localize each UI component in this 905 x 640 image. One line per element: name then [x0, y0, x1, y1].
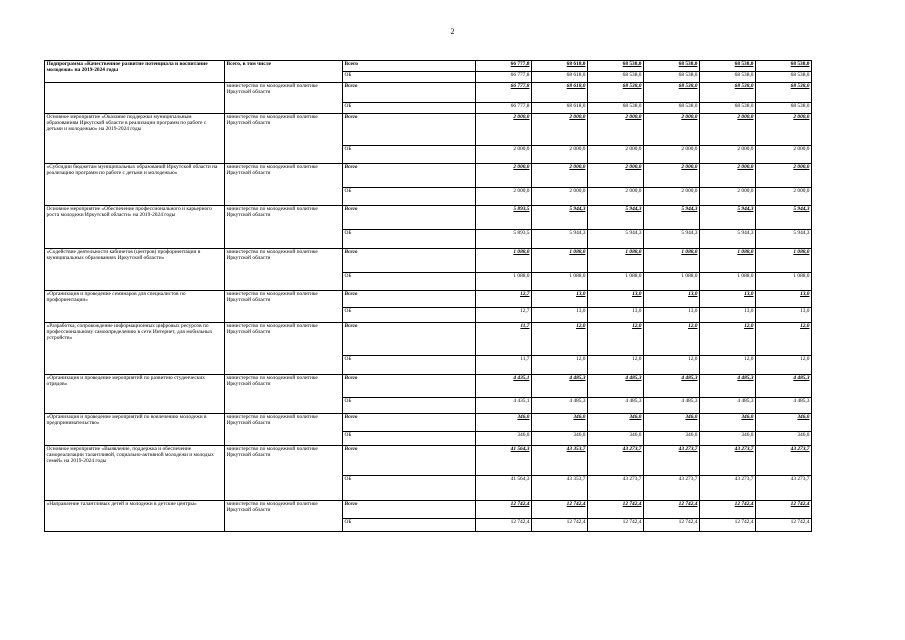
source-label-total: Всего: [343, 164, 476, 188]
value-cell: 43 273,7: [588, 476, 644, 501]
row-name-cell: Подпрограмма «Качественное развитие потенциала и воспитание молодежи» на 2019-2024 годы: [45, 61, 225, 83]
value-cell: 2 000,0: [476, 164, 532, 188]
source-label-ob: ОБ: [343, 230, 476, 249]
value-cell: 68 618,0: [532, 72, 588, 83]
table-row-total: [45, 83, 812, 103]
value-cell: 68 538,0: [644, 72, 700, 83]
value-cell: 4 485,3: [700, 398, 756, 414]
source-label-total: Всего: [343, 249, 476, 273]
budget-table-body: [45, 61, 812, 532]
value-cell: 68 538,0: [700, 61, 756, 72]
value-cell: 68 538,0: [644, 103, 700, 114]
value-cell: 13,0: [644, 308, 700, 323]
row-name-cell: «Разработка, сопровождение информационных цифровых ресурсов по профессиональному самоопределению в сети Интернет, для мобильных устройств»: [45, 323, 225, 375]
value-cell: 2 000,0: [756, 164, 812, 188]
value-cell: 12 742,4: [588, 501, 644, 519]
value-cell: 11,7: [476, 323, 532, 356]
source-label-ob: ОБ: [343, 519, 476, 532]
source-label-total: Всего: [343, 414, 476, 432]
value-cell: 4 485,3: [644, 398, 700, 414]
value-cell: 66 777,8: [476, 103, 532, 114]
table-row-total: [45, 291, 812, 308]
source-label-total: Всего: [343, 501, 476, 519]
value-cell: 1 088,0: [532, 249, 588, 273]
table-row-total: [45, 249, 812, 273]
value-cell: 13,0: [532, 291, 588, 308]
table-row-total: [45, 375, 812, 398]
value-cell: 346,0: [644, 414, 700, 432]
value-cell: 66 777,8: [476, 72, 532, 83]
source-label-ob: ОБ: [343, 476, 476, 501]
value-cell: 1 088,0: [532, 273, 588, 291]
value-cell: 2 000,0: [532, 146, 588, 164]
value-cell: 2 000,0: [700, 114, 756, 146]
value-cell: 68 538,0: [588, 103, 644, 114]
value-cell: 2 000,0: [588, 114, 644, 146]
source-label-total: Всего: [343, 375, 476, 398]
value-cell: 4 485,3: [588, 375, 644, 398]
value-cell: 13,0: [532, 308, 588, 323]
value-cell: 12 742,4: [476, 519, 532, 532]
row-name-cell: [45, 83, 225, 114]
value-cell: 2 000,0: [532, 164, 588, 188]
value-cell: 2 000,0: [644, 146, 700, 164]
row-executor-cell: министерство по молодежной политике Иркутской области: [225, 414, 343, 446]
value-cell: 12 742,4: [476, 501, 532, 519]
source-label-total: Всего: [343, 291, 476, 308]
value-cell: 4 485,3: [644, 375, 700, 398]
value-cell: 68 618,0: [532, 83, 588, 103]
value-cell: 5 944,3: [700, 230, 756, 249]
row-name-cell: «Организация и проведение мероприятий по вовлечению молодежи в предпринимательство»: [45, 414, 225, 446]
value-cell: 12,7: [476, 308, 532, 323]
value-cell: 68 538,0: [756, 83, 812, 103]
value-cell: 4 435,1: [476, 398, 532, 414]
source-label-ob: ОБ: [343, 103, 476, 114]
value-cell: 1 088,0: [588, 273, 644, 291]
row-name-cell: Основное мероприятие «Обеспечение профессионального и карьерного роста молодежи Иркутской области» на 2019-2024 годы: [45, 206, 225, 249]
row-executor-cell: министерство по молодежной политике Иркутской области: [225, 501, 343, 532]
value-cell: 1 088,0: [644, 273, 700, 291]
value-cell: 12 742,4: [532, 501, 588, 519]
value-cell: 12,0: [644, 323, 700, 356]
value-cell: 5 944,3: [532, 230, 588, 249]
value-cell: 12,0: [756, 356, 812, 375]
value-cell: 12 742,4: [532, 519, 588, 532]
value-cell: 12,0: [588, 323, 644, 356]
source-label-total: Всего: [343, 61, 476, 72]
source-label-total: Всего: [343, 114, 476, 146]
row-executor-cell: министерство по молодежной политике Иркутской области: [225, 291, 343, 323]
value-cell: 12,0: [644, 356, 700, 375]
value-cell: 12,0: [756, 323, 812, 356]
value-cell: 1 088,0: [756, 273, 812, 291]
value-cell: 346,0: [476, 414, 532, 432]
value-cell: 12 742,4: [644, 519, 700, 532]
value-cell: 12,7: [476, 291, 532, 308]
value-cell: 68 538,0: [756, 72, 812, 83]
source-label-ob: ОБ: [343, 308, 476, 323]
value-cell: 346,0: [756, 432, 812, 446]
row-executor-cell: министерство по молодежной политике Иркутской области: [225, 206, 343, 249]
value-cell: 2 000,0: [756, 114, 812, 146]
value-cell: 2 000,0: [476, 114, 532, 146]
value-cell: 2 000,0: [476, 146, 532, 164]
value-cell: 41 564,3: [476, 476, 532, 501]
value-cell: 68 618,0: [532, 61, 588, 72]
value-cell: 13,0: [644, 291, 700, 308]
value-cell: 4 485,3: [532, 375, 588, 398]
value-cell: 1 088,0: [756, 249, 812, 273]
value-cell: 5 944,3: [756, 206, 812, 230]
table-row-total: [45, 206, 812, 230]
value-cell: 41 564,3: [476, 446, 532, 476]
value-cell: 13,0: [756, 291, 812, 308]
value-cell: 2 000,0: [532, 188, 588, 206]
value-cell: 1 088,0: [700, 273, 756, 291]
row-executor-cell: Всего, в том числе: [225, 61, 343, 83]
value-cell: 12 742,4: [700, 501, 756, 519]
value-cell: 12 742,4: [644, 501, 700, 519]
value-cell: 12 742,4: [756, 501, 812, 519]
value-cell: 346,0: [588, 432, 644, 446]
value-cell: 68 538,0: [756, 61, 812, 72]
row-name-cell: «Организация и проведение семинаров для специалистов по профориентации»: [45, 291, 225, 323]
value-cell: 68 538,0: [756, 103, 812, 114]
source-label-ob: ОБ: [343, 398, 476, 414]
value-cell: 43 273,7: [588, 446, 644, 476]
value-cell: 346,0: [756, 414, 812, 432]
value-cell: 1 088,0: [588, 249, 644, 273]
value-cell: 11,7: [476, 356, 532, 375]
value-cell: 68 538,0: [700, 72, 756, 83]
source-label-ob: ОБ: [343, 273, 476, 291]
value-cell: 5 944,3: [644, 230, 700, 249]
value-cell: 12 742,4: [588, 519, 644, 532]
value-cell: 5 893,5: [476, 206, 532, 230]
value-cell: 346,0: [700, 432, 756, 446]
budget-table: [44, 60, 812, 532]
value-cell: 5 944,3: [756, 230, 812, 249]
value-cell: 2 000,0: [588, 164, 644, 188]
value-cell: 346,0: [644, 432, 700, 446]
value-cell: 12,0: [532, 356, 588, 375]
value-cell: 68 538,0: [644, 83, 700, 103]
value-cell: 346,0: [588, 414, 644, 432]
value-cell: 13,0: [700, 308, 756, 323]
table-row-total: [45, 164, 812, 188]
value-cell: 68 538,0: [644, 61, 700, 72]
source-label-total: Всего: [343, 83, 476, 103]
row-executor-cell: министерство по молодежной политике Иркутской области: [225, 323, 343, 375]
value-cell: 1 088,0: [476, 249, 532, 273]
row-name-cell: «Организация и проведение мероприятий по развитию студенческих отрядов»: [45, 375, 225, 414]
row-name-cell: «Содействие деятельности кабинетов (центров) профориентации в муниципальных образованиях Иркутской области»: [45, 249, 225, 291]
value-cell: 66 777,8: [476, 61, 532, 72]
value-cell: 5 893,5: [476, 230, 532, 249]
table-row-total: [45, 114, 812, 146]
value-cell: 5 944,3: [700, 206, 756, 230]
source-label-total: Всего: [343, 446, 476, 476]
value-cell: 12 742,4: [700, 519, 756, 532]
value-cell: 346,0: [476, 432, 532, 446]
table-row-total: [45, 446, 812, 476]
value-cell: 13,0: [588, 308, 644, 323]
row-executor-cell: министерство по молодежной политике Иркутской области: [225, 164, 343, 206]
value-cell: 13,0: [756, 308, 812, 323]
table-row-total: [45, 323, 812, 356]
value-cell: 1 088,0: [644, 249, 700, 273]
value-cell: 66 777,8: [476, 83, 532, 103]
source-label-total: Всего: [343, 206, 476, 230]
source-label-ob: ОБ: [343, 72, 476, 83]
value-cell: 346,0: [532, 414, 588, 432]
value-cell: 43 273,7: [644, 476, 700, 501]
value-cell: 5 944,3: [532, 206, 588, 230]
value-cell: 5 944,3: [588, 206, 644, 230]
value-cell: 12,0: [532, 323, 588, 356]
value-cell: 5 944,3: [588, 230, 644, 249]
value-cell: 43 273,7: [756, 446, 812, 476]
row-name-cell: «Направление талантливых детей и молодежи в детские центры»: [45, 501, 225, 532]
row-name-cell: «Субсидии бюджетам муниципальных образований Иркутской области на реализацию программ по работе с детьми и молодежью»: [45, 164, 225, 206]
value-cell: 346,0: [700, 414, 756, 432]
row-name-cell: Основное мероприятие «Оказание поддержки муниципальным образованиям Иркутской области в реализации программ по работе с детьми и молодежью» на 2019-2024 годы: [45, 114, 225, 164]
value-cell: 4 485,3: [756, 375, 812, 398]
row-executor-cell: министерство по молодежной политике Иркутской области: [225, 375, 343, 414]
source-label-ob: ОБ: [343, 146, 476, 164]
value-cell: 2 000,0: [644, 188, 700, 206]
value-cell: 4 435,1: [476, 375, 532, 398]
table-row-subprogram-total: [45, 61, 812, 72]
value-cell: 4 485,3: [588, 398, 644, 414]
value-cell: 2 000,0: [532, 114, 588, 146]
value-cell: 2 000,0: [644, 114, 700, 146]
value-cell: 12,0: [700, 323, 756, 356]
value-cell: 68 538,0: [700, 103, 756, 114]
value-cell: 43 353,7: [532, 446, 588, 476]
source-label-ob: ОБ: [343, 432, 476, 446]
value-cell: 2 000,0: [700, 188, 756, 206]
row-executor-cell: министерство по молодежной политике Иркутской области: [225, 83, 343, 114]
value-cell: 43 273,7: [700, 446, 756, 476]
table-row-total: [45, 501, 812, 519]
value-cell: 2 000,0: [476, 188, 532, 206]
value-cell: 43 273,7: [756, 476, 812, 501]
value-cell: 2 000,0: [588, 188, 644, 206]
value-cell: 5 944,3: [644, 206, 700, 230]
row-executor-cell: министерство по молодежной политике Иркутской области: [225, 446, 343, 501]
source-label-ob: ОБ: [343, 356, 476, 375]
source-label-ob: ОБ: [343, 188, 476, 206]
value-cell: 12 742,4: [756, 519, 812, 532]
value-cell: 13,0: [588, 291, 644, 308]
value-cell: 13,0: [700, 291, 756, 308]
value-cell: 2 000,0: [700, 146, 756, 164]
value-cell: 2 000,0: [644, 164, 700, 188]
value-cell: 43 353,7: [532, 476, 588, 501]
value-cell: 68 538,0: [588, 72, 644, 83]
value-cell: 1 088,0: [476, 273, 532, 291]
value-cell: 68 538,0: [588, 61, 644, 72]
value-cell: 12,0: [588, 356, 644, 375]
value-cell: 346,0: [532, 432, 588, 446]
source-label-total: Всего: [343, 323, 476, 356]
value-cell: 2 000,0: [700, 164, 756, 188]
page-number: 2: [450, 27, 455, 36]
value-cell: 43 273,7: [644, 446, 700, 476]
value-cell: 12,0: [700, 356, 756, 375]
row-name-cell: Основное мероприятие «Выявление, поддержка и обеспечение самореализации талантливой, социально-активной молодежи и молодых семей» на 2019-2024 годы: [45, 446, 225, 501]
value-cell: 68 538,0: [588, 83, 644, 103]
value-cell: 2 000,0: [588, 146, 644, 164]
row-executor-cell: министерство по молодежной политике Иркутской области: [225, 114, 343, 164]
row-executor-cell: министерство по молодежной политике Иркутской области: [225, 249, 343, 291]
value-cell: 43 273,7: [700, 476, 756, 501]
value-cell: 4 485,3: [700, 375, 756, 398]
value-cell: 4 485,3: [756, 398, 812, 414]
value-cell: 4 485,3: [532, 398, 588, 414]
value-cell: 2 000,0: [756, 188, 812, 206]
value-cell: 68 618,0: [532, 103, 588, 114]
value-cell: 1 088,0: [700, 249, 756, 273]
value-cell: 2 000,0: [756, 146, 812, 164]
value-cell: 68 538,0: [700, 83, 756, 103]
table-row-total: [45, 414, 812, 432]
